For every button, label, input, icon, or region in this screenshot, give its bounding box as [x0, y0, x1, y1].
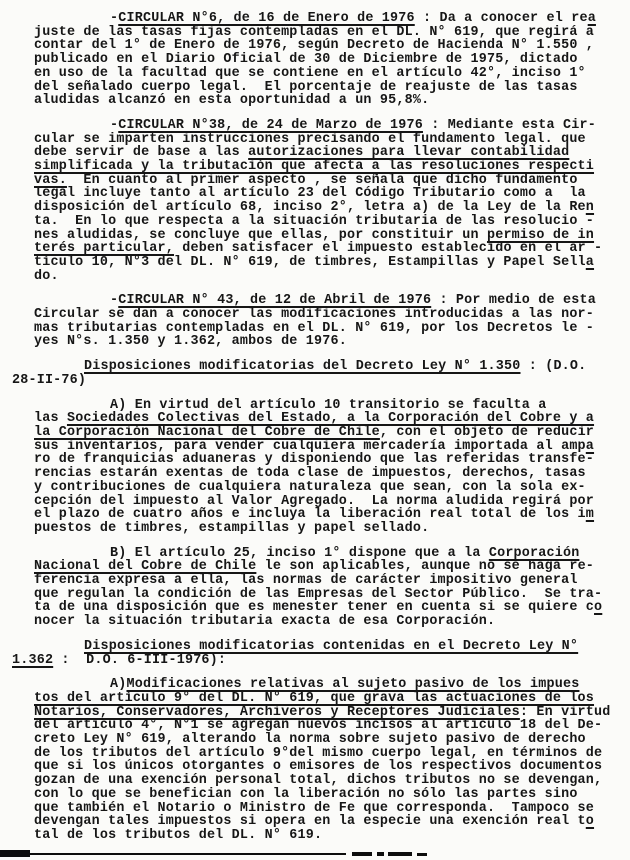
text-line [34, 187, 620, 201]
text-line [34, 453, 620, 467]
underlined-text: simplificada y la tributación que afecta a las resoluciones respecti [34, 159, 595, 175]
text-segment: puestos de timbres, estampillas y papel sellado. [34, 520, 430, 536]
text-line [34, 467, 620, 481]
text-segment: Circular se dan a conocer las modificaciones introducidas a las nor- [34, 307, 595, 323]
underlined-text: Disposiciones modificatorias del Decreto Ley N° 1.350 [84, 359, 521, 375]
underlined-text: 1.362 [12, 652, 54, 668]
text-segment: debe servir de base a las [34, 145, 249, 161]
text-segment: : (D.O. [520, 359, 587, 375]
underlined-text: tos del artículo 9° del DL. N° 619, que grava las actuaciones de los [34, 690, 595, 706]
text-segment: mas tributarias contempladas en el DL. N° 619, por los Decretos le - [34, 320, 595, 336]
text-line [34, 440, 620, 454]
text-line [34, 719, 620, 733]
text-segment: y contribuciones de cualquiera naturaleza que sean, con la sola ex- [34, 479, 586, 495]
text-line [34, 760, 620, 774]
text-line [34, 508, 620, 522]
underlined-text: CIRCULAR N°38, de 24 de Marzo de 1976 [118, 117, 423, 133]
text-line [34, 81, 620, 95]
text-line [34, 174, 620, 188]
underlined-text: la Corporación Nacional del Cobre de Chile [34, 424, 380, 440]
text-segment: del artículo 4°, N°1 se agregan nuevos incisos al artículo 18 del De- [34, 718, 603, 734]
text-line [34, 412, 620, 426]
underlined-text: Nacional del Cobre de Chile [34, 559, 257, 575]
text-segment: : Mediante esta Cir- [422, 117, 596, 133]
text-segment: : D.O. 6-III-1976): [53, 652, 227, 668]
text-segment: En cuanto al primer aspecto , se señala que dicho fundamento [66, 172, 578, 188]
underlined-text: Disposiciones modificatorias contenidas en el Decreto Ley N° [84, 638, 579, 654]
text-segment: contar del 1° de Enero de 1976, según Decreto de Hacienda N° 1.550 , [34, 38, 595, 54]
text-line [34, 215, 620, 229]
text-segment: , con el objeto de reducir [379, 424, 595, 440]
text-line [34, 481, 620, 495]
text-line [12, 654, 620, 668]
section-heading [12, 638, 620, 668]
text-line [34, 733, 620, 747]
text-segment: sus inventarios, para vender cualquiera mercadería importada al amp [34, 438, 586, 454]
text-line [34, 67, 620, 81]
underlined-text: a [587, 11, 596, 26]
text-line [34, 560, 620, 574]
text-segment: de los tributos del artículo 9°del mismo cuerpo legal, en términos de [34, 745, 603, 761]
scan-artifact-bottom-dash-1 [352, 852, 372, 856]
text-segment: legal incluye tanto al artículo 23 del Código Tributario como a la [34, 186, 586, 202]
text-line [12, 374, 620, 388]
text-line [34, 588, 620, 602]
text-line [34, 815, 620, 829]
text-line [34, 160, 620, 174]
text-segment: - [110, 293, 119, 309]
text-segment: ro de franquicias aduaneras y disponiendo que las referidas transfe- [34, 452, 595, 468]
text-segment: creto Ley N° 619, alterando la norma sobre sujeto pasivo de derecho [34, 732, 586, 748]
text-line [34, 322, 620, 336]
text-line [34, 270, 620, 284]
text-line [34, 26, 620, 40]
text-segment: A) En virtud del artículo 10 transitorio se faculta a [110, 397, 547, 413]
text-line [34, 119, 620, 133]
paragraph [34, 294, 620, 349]
text-line [34, 335, 620, 349]
text-segment: do. [34, 268, 59, 284]
paragraph [34, 547, 620, 629]
text-segment: nocer la situación tributaria exacta de esa Corporación. [34, 614, 496, 630]
text-line [34, 94, 620, 108]
text-line [34, 788, 620, 802]
section-heading [12, 359, 620, 388]
underlined-text: o [585, 814, 595, 830]
text-line [34, 294, 620, 308]
text-line [34, 256, 620, 270]
text-segment: ta. En lo que respecta a la situación tributaria de las resolucio - [34, 213, 595, 229]
scan-artifact-bottom-dash-4 [417, 853, 427, 856]
text-line [34, 640, 620, 654]
text-segment: ta de una disposición que es menester tener en cuenta si se quiere c [34, 600, 595, 616]
text-line [34, 547, 620, 561]
text-segment: : Por medio de esta [431, 293, 596, 309]
text-line [34, 201, 620, 215]
underlined-text: autorizaciones para llevar contabilidad [248, 145, 570, 161]
text-segment: gozan de una exención personal total, dichos tributos no se devengan, [34, 773, 603, 789]
underlined-text: a [585, 254, 595, 270]
underlined-text: CIRCULAR N° 43, de 12 de Abril de 1976 [118, 293, 432, 309]
text-segment: aludidas alcanzó en esta oportunidad a un 95,8%. [34, 93, 430, 109]
document-body [12, 11, 620, 854]
text-segment: ferencia expresa a ella, las normas de carácter impositivo general [34, 573, 578, 589]
text-line [34, 39, 620, 53]
scan-artifact-bottom-bar-thick [0, 850, 30, 857]
text-line [34, 495, 620, 509]
text-line [34, 308, 620, 322]
text-line [34, 574, 620, 588]
text-line [34, 678, 620, 692]
text-segment: cular se imparten instrucciones precisando el fundamento legal. que [34, 131, 586, 147]
text-line [34, 829, 620, 843]
text-line [34, 242, 620, 256]
text-segment: publicado en el Diario Oficial de 30 de Diciembre de 1975, dictado [34, 52, 578, 68]
text-line [34, 692, 620, 706]
text-segment: B) El artículo 25, inciso 1° dispone que a la [110, 545, 489, 561]
text-line [34, 12, 620, 26]
text-segment: disposición del artículo 68, inciso 2°, letra a) de la Ley de la Re [34, 200, 586, 216]
text-segment: - [110, 117, 119, 133]
text-line [34, 774, 620, 788]
text-segment: - [110, 11, 119, 26]
text-segment: : En virtud [519, 704, 611, 720]
underlined-text: CIRCULAR N°6, de 16 de Enero de 1976 [118, 11, 415, 26]
scan-artifact-bottom-dash-2 [377, 852, 384, 856]
text-line [34, 146, 620, 160]
paragraph [34, 119, 620, 283]
scan-artifact-bottom-dash-3 [388, 852, 412, 856]
text-line [34, 53, 620, 67]
text-line [34, 522, 620, 536]
text-segment: el plazo de cuatro años e incluya la liberación real total de los i [34, 507, 586, 523]
text-line [34, 426, 620, 440]
text-segment: que también el Notario o Ministro de Fe que corresponda. Tampoco se [34, 800, 595, 816]
text-segment: 28-II-76) [12, 372, 87, 388]
text-line [34, 229, 620, 243]
underlined-text: Notarios, Conservadores, Archiveros y Receptores Judiciales [34, 704, 520, 720]
text-segment: del señalado cuerpo legal. El porcentaje de reajuste de las tasas [34, 79, 578, 95]
text-segment: en uso de la facultad que se contiene en el artículo 42°, inciso 1° [34, 65, 586, 81]
underlined-text: n [585, 200, 595, 216]
underlined-text: vas. [34, 172, 67, 188]
text-line [34, 601, 620, 615]
text-segment: tículo 10, N°3 del DL. N° 619, de timbres, Estampillas y Papel Sell [34, 254, 586, 270]
scan-artifact-bottom-rule [28, 853, 346, 855]
underlined-text: Corporación [488, 545, 580, 561]
text-segment: tal de los tributos del DL. N° 619. [34, 827, 323, 843]
paragraph [34, 678, 620, 842]
paragraph [34, 12, 620, 108]
underlined-text: o [594, 600, 603, 616]
text-line [34, 802, 620, 816]
text-segment: A) [110, 677, 127, 693]
text-segment: que si los únicos otorgantes o emisores de los respectivos documentos [34, 759, 603, 775]
text-segment: nes aludidas, se concluye que ellas, por constituir un [34, 227, 487, 243]
text-segment: : Da a conocer el re [414, 11, 588, 26]
paragraph [34, 399, 620, 536]
text-line [34, 360, 620, 374]
text-segment: juste de las tasas fijas contempladas en el DL. N° 619, que regirá a [34, 24, 595, 40]
underlined-text: m [585, 507, 595, 523]
underlined-text: a [585, 438, 595, 454]
text-segment: con lo que se benefician con la liberación no sólo las partes sino [34, 786, 578, 802]
text-segment: que regulan la condición de las Empresas del Sector Público. Se tra- [34, 586, 603, 602]
text-segment: yes N°s. 1.350 y 1.362, ambos de 1976. [34, 334, 347, 350]
text-line [34, 706, 620, 720]
text-segment: las [34, 411, 67, 427]
underlined-text: terés particular, [34, 241, 175, 257]
text-line [34, 399, 620, 413]
underlined-text: Modificaciones relativas al sujeto pasivo de los impues [126, 677, 580, 693]
text-segment: rencias estarán exentas de toda clase de impuestos, derechos, tasas [34, 466, 586, 482]
underlined-text: permiso de in [486, 227, 595, 243]
underlined-text: Sociedades Colectivas del Estado, a la Corporación del Cobre y a [66, 411, 595, 427]
text-segment: cepción del impuesto al Valor Agregado. La norma aludida regirá por [34, 493, 595, 509]
text-segment: deben satisfacer el impuesto establecido en el ar - [174, 241, 603, 257]
text-line [34, 133, 620, 147]
text-line [34, 615, 620, 629]
text-segment: devengan tales impuestos si opera en la especie una exención real t [34, 814, 586, 830]
text-segment: le son aplicables, aunque no se haga re- [256, 559, 595, 575]
text-line [34, 747, 620, 761]
